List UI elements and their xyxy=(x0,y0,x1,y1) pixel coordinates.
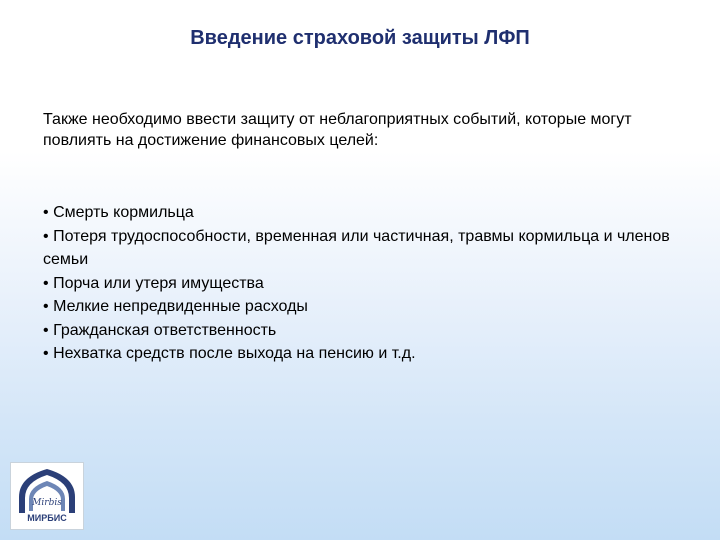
logo-script-text: Mirbis xyxy=(32,498,62,508)
list-item xyxy=(43,342,683,366)
bullet-marker: • xyxy=(43,298,49,315)
list-item-text: Гражданская ответственность xyxy=(53,321,277,339)
list-item-text: Нехватка средств после выхода на пенсию и т.д. xyxy=(53,345,416,362)
intro-paragraph: Также необходимо ввести защиту от неблагоприятных событий, которые могут повлиять на достижение финансовых целей: xyxy=(43,111,632,149)
bullet-marker: • xyxy=(43,227,49,245)
list-item xyxy=(43,272,683,296)
list-item xyxy=(43,225,683,272)
mirbis-logo xyxy=(10,462,84,530)
slide-title: Введение страховой защиты ЛФП xyxy=(190,27,530,49)
bullet-marker: • xyxy=(43,204,49,221)
list-item xyxy=(43,319,683,343)
bullet-marker: • xyxy=(43,274,49,292)
mirbis-logo-graphic xyxy=(11,463,83,529)
list-item-text: Смерть кормильца xyxy=(53,204,194,221)
list-item xyxy=(43,201,683,225)
list-item-text: Порча или утеря имущества xyxy=(53,274,264,292)
list-item xyxy=(43,295,683,319)
list-item-text: Мелкие непредвиденные расходы xyxy=(53,298,308,315)
list-item-text: Потеря трудоспособности, временная или частичная, травмы кормильца и членов семьи xyxy=(43,227,670,268)
bullet-marker: • xyxy=(43,321,49,339)
bullet-marker: • xyxy=(43,345,49,362)
risk-list xyxy=(43,201,683,366)
logo-name-text: МИРБИС xyxy=(27,513,67,523)
